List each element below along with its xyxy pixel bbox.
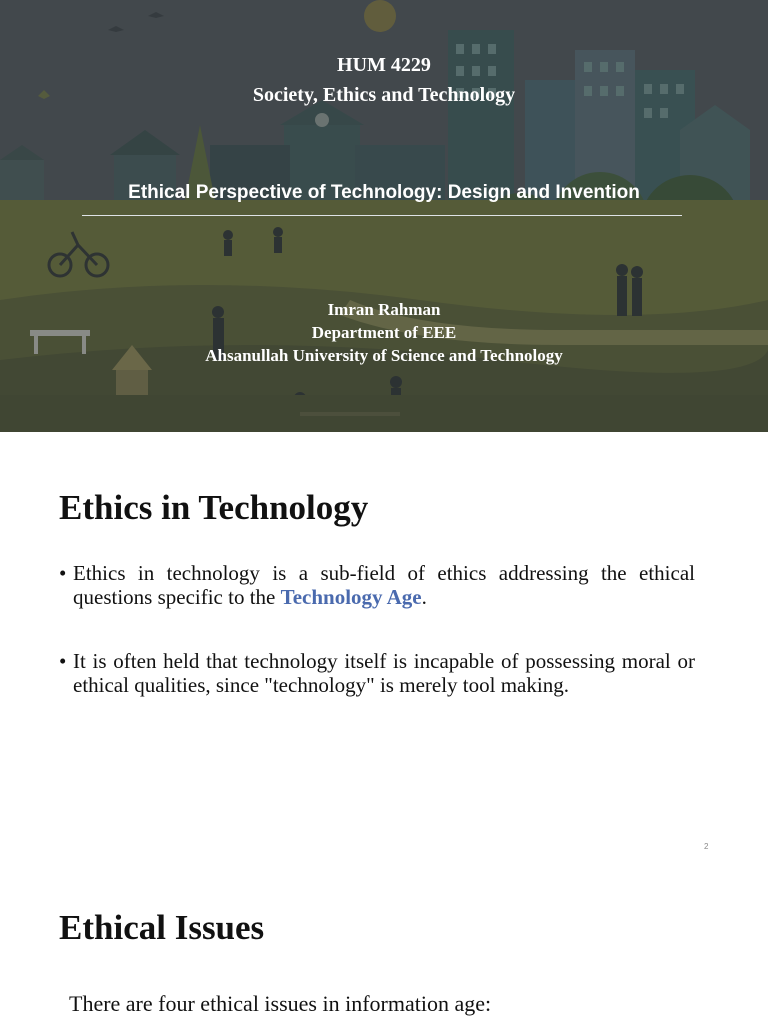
bullet-marker: • bbox=[59, 561, 67, 585]
ethical-issues-slide bbox=[0, 864, 768, 1024]
department-name: Department of EEE bbox=[311, 323, 457, 342]
title-divider bbox=[82, 215, 682, 216]
bullet-text-before: Ethics in technology is a sub-field of ethics addressing the ethical questions specific to the bbox=[73, 561, 695, 609]
course-title: Society, Ethics and Technology bbox=[252, 84, 516, 106]
university-name: Ahsanullah University of Science and Technology bbox=[205, 346, 563, 365]
slide-heading: Ethical Issues bbox=[59, 908, 265, 947]
bullet-item bbox=[59, 561, 695, 609]
technology-age-link[interactable]: Technology Age bbox=[280, 585, 422, 609]
course-code: HUM 4229 bbox=[337, 54, 431, 76]
slide-intro-text: There are four ethical issues in information age: bbox=[69, 991, 492, 1016]
title-slide bbox=[0, 0, 768, 432]
bullet-text: It is often held that technology itself is incapable of possessing moral or ethical qualities, since "technology" is merely tool making. bbox=[73, 649, 695, 697]
bullet-item bbox=[59, 649, 695, 697]
lecture-title: Ethical Perspective of Technology: Design and Invention bbox=[128, 182, 640, 203]
bullet-text-after: . bbox=[421, 585, 427, 609]
bullet-text bbox=[73, 561, 695, 609]
bullet-marker: • bbox=[59, 649, 67, 673]
author-name: Imran Rahman bbox=[327, 300, 441, 319]
slide-number: 2 bbox=[704, 842, 709, 851]
ethics-in-technology-slide bbox=[0, 432, 768, 864]
slide-heading: Ethics in Technology bbox=[59, 488, 369, 527]
